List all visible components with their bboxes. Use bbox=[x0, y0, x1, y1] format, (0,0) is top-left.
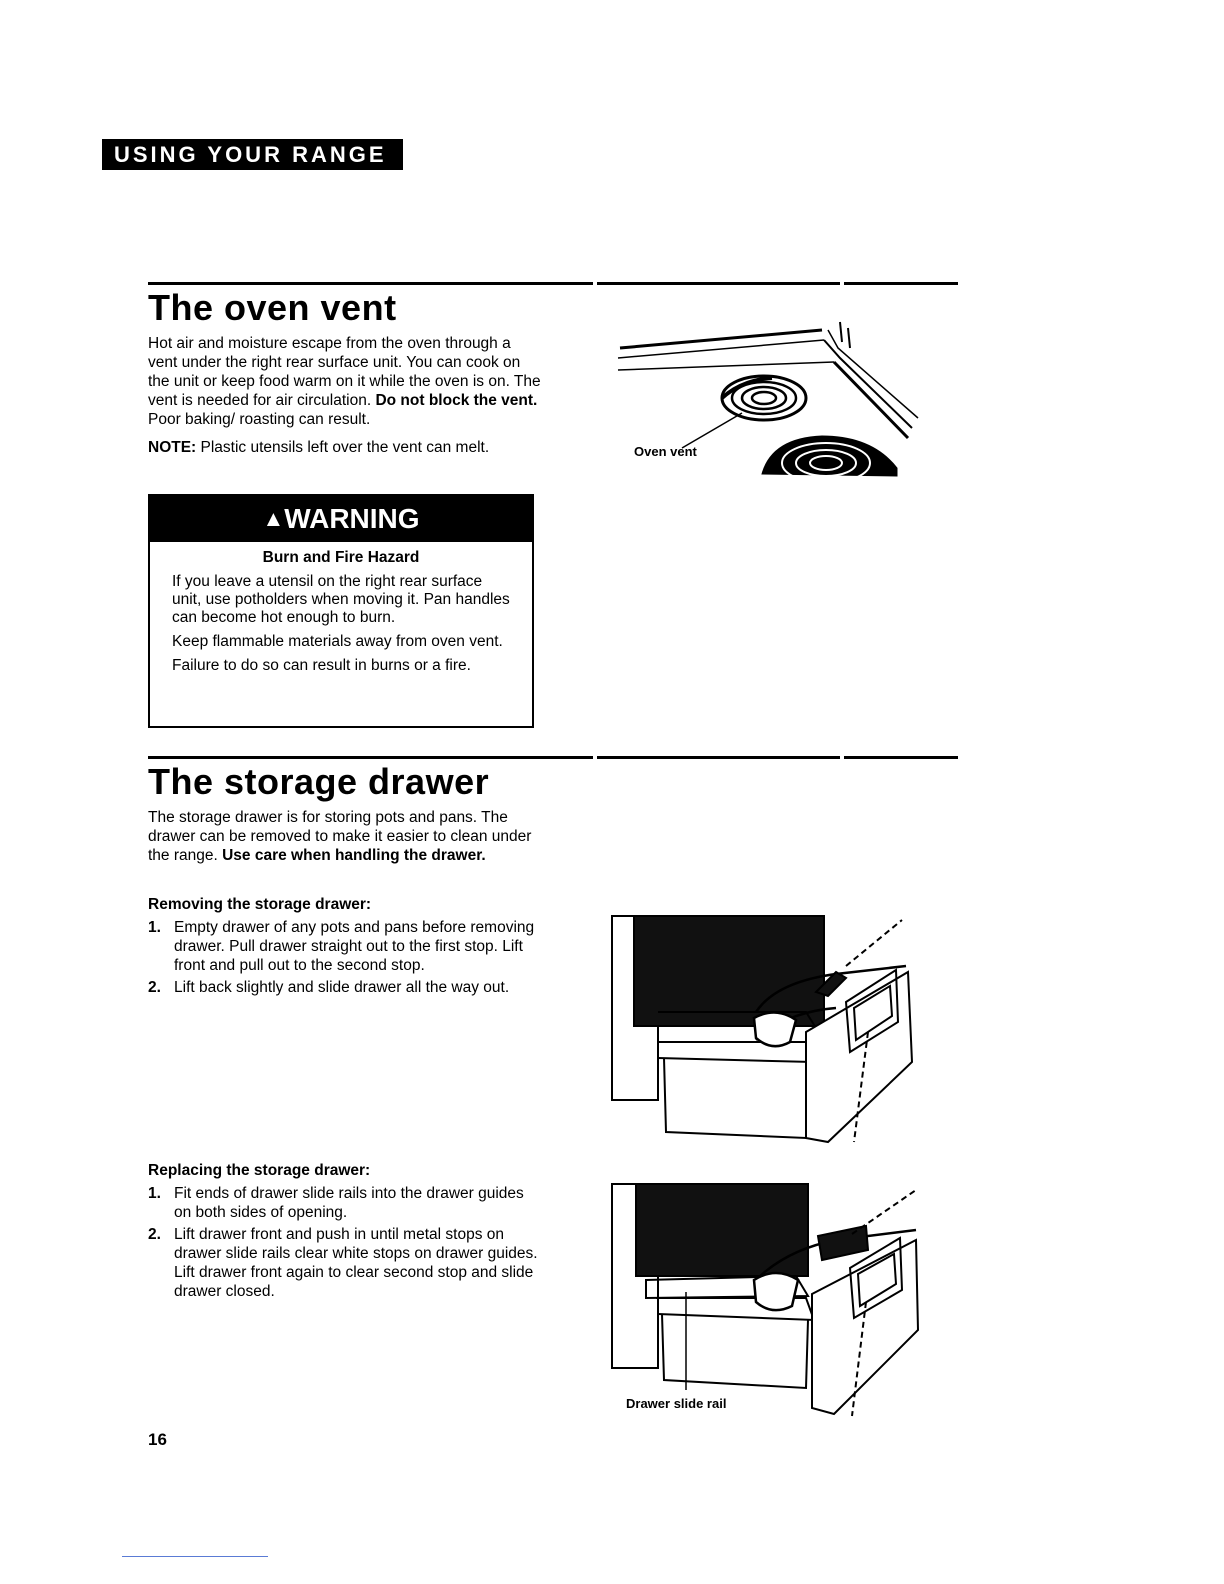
storage-drawer-intro bbox=[148, 808, 538, 874]
warning-header bbox=[150, 496, 532, 542]
oven-vent-illustration bbox=[612, 318, 922, 488]
drawer-replace-illustration bbox=[606, 1180, 922, 1424]
storage-intro-paragraph bbox=[148, 808, 538, 865]
oven-vent-title: The oven vent bbox=[148, 287, 397, 328]
step-number: 1. bbox=[148, 1185, 161, 1202]
step-item bbox=[148, 918, 538, 975]
warning-paragraph: Failure to do so can result in burns or a fire. bbox=[172, 657, 471, 674]
divider-gap bbox=[593, 756, 597, 759]
storage-intro-bold: Use care when handling the drawer. bbox=[222, 847, 486, 864]
storage-intro-text: The storage drawer is for storing pots and pans. The drawer can be removed to make it easier to clean under the range. bbox=[148, 809, 532, 864]
warning-heading: WARNING bbox=[284, 503, 420, 534]
oven-vent-paragraph bbox=[148, 334, 543, 429]
divider-gap bbox=[593, 282, 597, 285]
oven-vent-text bbox=[148, 334, 543, 466]
footer-line bbox=[122, 1556, 268, 1557]
step-text: Empty drawer of any pots and pans before removing drawer. Pull drawer straight out to the first stop. Lift front and pull out to the second stop. bbox=[174, 919, 535, 974]
note-text: Plastic utensils left over the vent can melt. bbox=[196, 439, 490, 456]
replacing-steps bbox=[148, 1184, 538, 1304]
oven-vent-note bbox=[148, 438, 543, 457]
section-divider bbox=[148, 282, 958, 285]
oven-vent-caption: Oven vent bbox=[634, 444, 697, 459]
removing-heading: Removing the storage drawer: bbox=[148, 896, 372, 913]
drawer-slide-rail-caption: Drawer slide rail bbox=[626, 1396, 727, 1411]
step-number: 2. bbox=[148, 1226, 161, 1243]
divider-gap bbox=[840, 756, 844, 759]
removing-steps bbox=[148, 918, 538, 1000]
step-item bbox=[148, 978, 538, 997]
step-text: Lift drawer front and push in until metal stops on drawer slide rails clear white stops on drawer guides. Lift drawer front again to clear second stop and slide drawer closed. bbox=[174, 1226, 538, 1300]
page-number: 16 bbox=[148, 1430, 167, 1449]
warning-triangle-icon: ▲ bbox=[262, 506, 285, 531]
step-number: 1. bbox=[148, 919, 161, 936]
warning-paragraph: Keep flammable materials away from oven vent. bbox=[172, 633, 503, 650]
replacing-heading: Replacing the storage drawer: bbox=[148, 1162, 371, 1179]
note-label: NOTE: bbox=[148, 439, 197, 456]
section-divider bbox=[148, 756, 958, 759]
oven-vent-para-start: Hot air and moisture escape from the oven through a vent under the right rear surface unit. You can cook on the unit or keep food warm on it while the oven is on. The vent is needed for air circulation. bbox=[148, 335, 541, 409]
warning-box bbox=[148, 494, 534, 728]
warning-paragraph: If you leave a utensil on the right rear surface unit, use potholders when moving it. Pan handles can become hot enough to burn. bbox=[172, 573, 510, 626]
drawer-removal-illustration bbox=[606, 912, 916, 1148]
storage-drawer-title: The storage drawer bbox=[148, 761, 490, 802]
step-item bbox=[148, 1184, 538, 1222]
step-text: Lift back slightly and slide drawer all the way out. bbox=[174, 979, 510, 996]
step-number: 2. bbox=[148, 979, 161, 996]
divider-gap bbox=[840, 282, 844, 285]
step-text: Fit ends of drawer slide rails into the drawer guides on both sides of opening. bbox=[174, 1185, 524, 1221]
step-item bbox=[148, 1225, 538, 1301]
warning-body bbox=[150, 567, 532, 675]
oven-vent-para-bold: Do not block the vent. bbox=[375, 392, 538, 409]
oven-vent-para-end: Poor baking/ roasting can result. bbox=[148, 411, 371, 428]
section-banner: USING YOUR RANGE bbox=[102, 139, 403, 170]
warning-subheading: Burn and Fire Hazard bbox=[262, 549, 420, 566]
